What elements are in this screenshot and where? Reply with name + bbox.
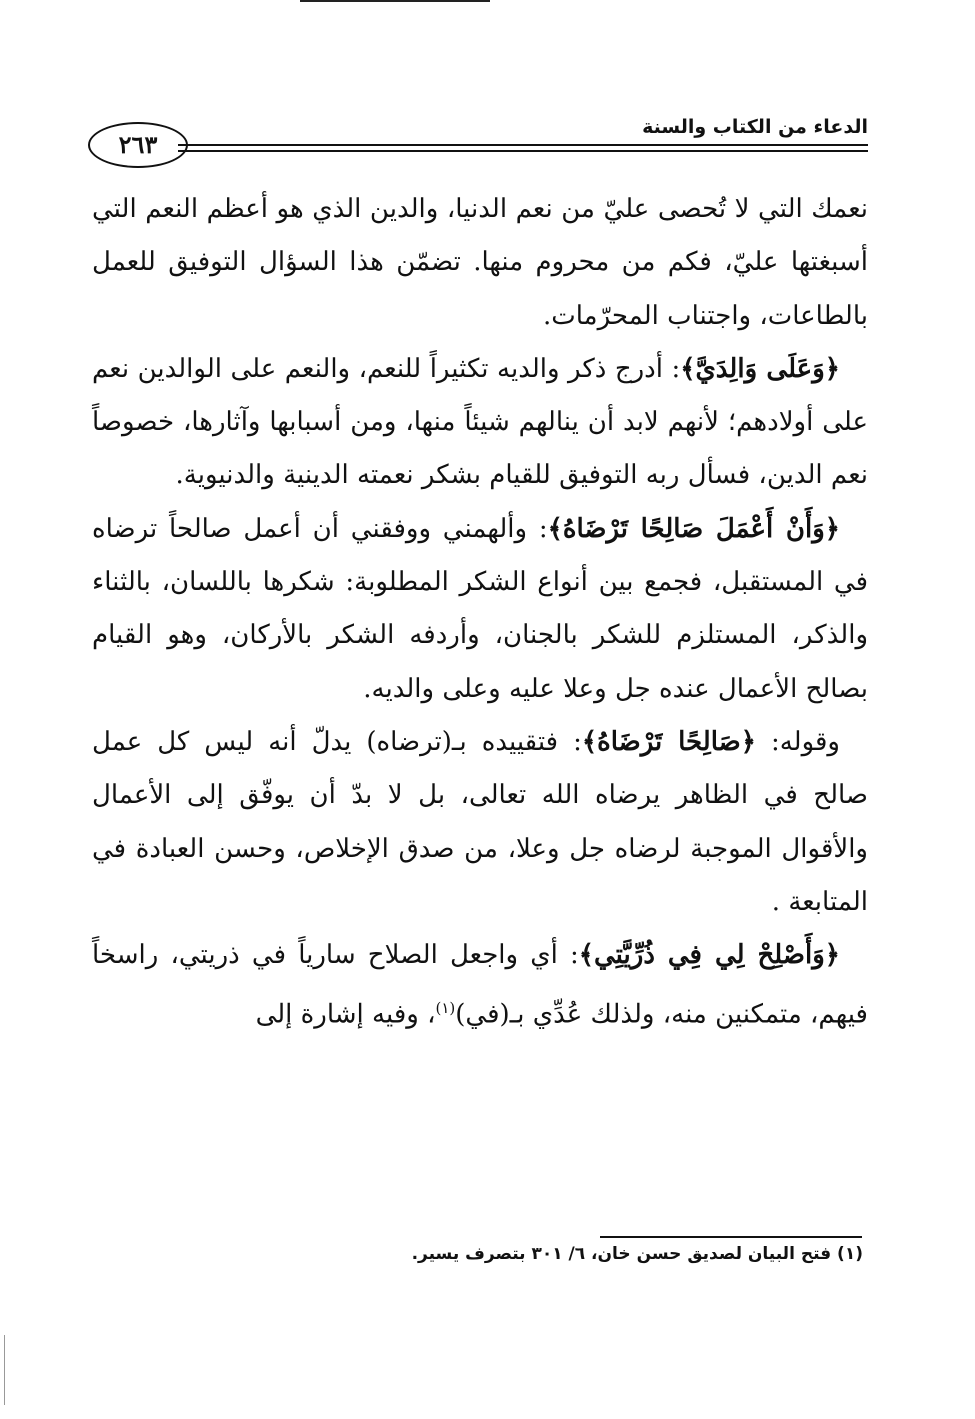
paragraph-3-text: : وألهمني ووفقني أن أعمل صالحاً ترضاه في المستقبل، فجمع بين أنواع الشكر المطلوبة: شكرها باللسان، بالثناء والذكر، المستلزم للشكر بالجنان، وأردفه الشكر بالأركان، وهو القيام بصالح الأعمال عنده جل وعلا عليه وعلى والديه. bbox=[92, 513, 868, 704]
paragraph-5-tail: ، وفيه إشارة إلى bbox=[255, 1000, 436, 1031]
quran-quote: ﴿صَالِحًا تَرْضَاهُ﴾ bbox=[581, 726, 756, 757]
paragraph-1 bbox=[92, 183, 868, 343]
quran-quote: ﴿وَعَلَى وَالِدَيَّ﴾ bbox=[680, 353, 840, 384]
footnote-1: (١) فتح البيان لصديق حسن خان، ٦/ ٣٠١ بتصرف يسير. bbox=[411, 1244, 863, 1264]
page-number-badge: ٢٦٣ bbox=[88, 122, 188, 168]
paragraph-2 bbox=[92, 343, 868, 503]
footnote-separator bbox=[600, 1236, 862, 1238]
header-rule-bottom bbox=[178, 150, 868, 152]
running-header bbox=[88, 108, 868, 178]
paragraph-5 bbox=[92, 929, 868, 1042]
paragraph-1-text: نعمك التي لا تُحصى عليّ من نعم الدنيا، والدين الذي هو أعظم النعم التي أسبغتها عليّ، فكم من محروم منها. تضمّن هذا السؤال التوفيق للعمل بالطاعات، واجتناب المحرّمات. bbox=[92, 194, 868, 331]
running-title: الدعاء من الكتاب والسنة bbox=[642, 116, 868, 138]
quran-quote: ﴿وَأَصْلِحْ لِي فِي ذُرِّيَّتِي﴾ bbox=[578, 940, 840, 971]
paragraph-2-text: : أدرج ذكر والديه تكثيراً للنعم، والنعم على الوالدين نعم على أولادهم؛ لأنهم لابد أن ينالهم شيئاً منها، ومن أسبابها وآثارها، خصوصاً نعم الدين، فسأل ربه التوفيق للقيام بشكر نعمته الدينية والدنيوية. bbox=[92, 353, 868, 491]
scan-edge-mark bbox=[4, 1335, 5, 1405]
main-text bbox=[92, 183, 868, 1042]
header-rule-top bbox=[178, 144, 868, 146]
top-edge-rule bbox=[300, 0, 490, 2]
paragraph-4-lead: وقوله: bbox=[755, 726, 840, 757]
quran-quote: ﴿وَأَنْ أَعْمَلَ صَالِحًا تَرْضَاهُ﴾ bbox=[547, 513, 840, 544]
paragraph-5-text: : أي واجعل الصلاح سارياً في ذريتي، راسخاً فيهم، متمكنين منه، ولذلك عُدِّي بـ(في) bbox=[92, 940, 868, 1031]
paragraph-3 bbox=[92, 503, 868, 716]
paragraph-4-text: : فتقييده بـ(ترضاه) يدلّ أنه ليس كل عمل صالح في الظاهر يرضاه الله تعالى، بل لا بدّ أن يوفّق إلى الأعمال والأقوال الموجبة لرضاه جل وعلا، من صدق الإخلاص، وحسن العبادة في المتابعة . bbox=[92, 726, 868, 917]
footnote-reference[interactable]: (١) bbox=[435, 999, 456, 1018]
paragraph-4 bbox=[92, 716, 868, 929]
